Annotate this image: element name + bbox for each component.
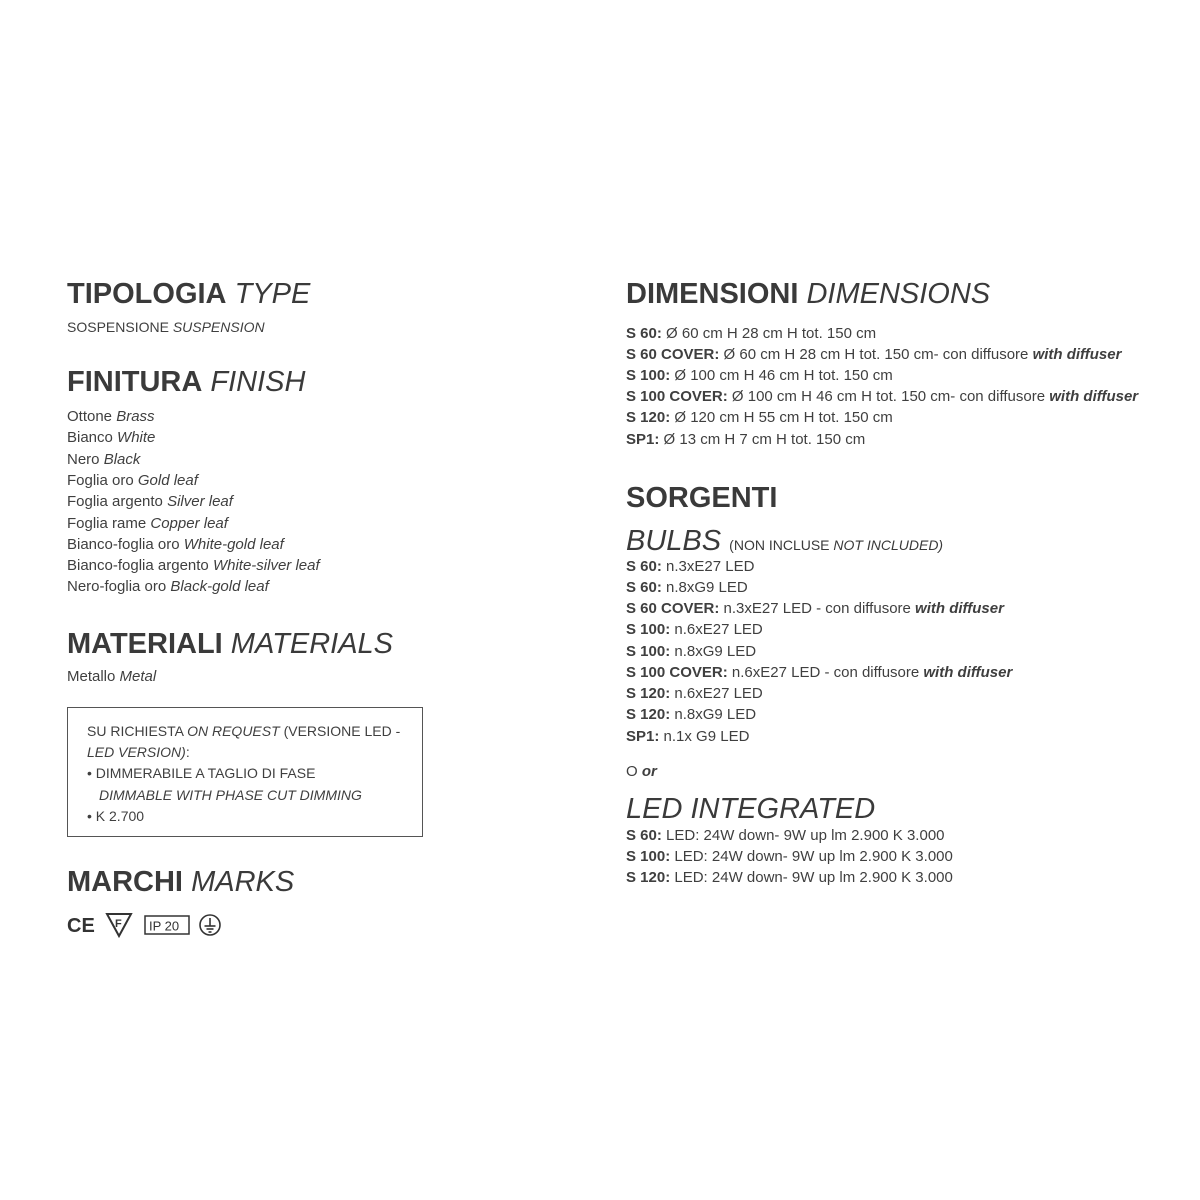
- request-line-1: SU RICHIESTA ON REQUEST (VERSIONE LED -: [87, 723, 401, 739]
- led-heading: [626, 792, 875, 826]
- request-line-2: LED VERSION):: [87, 744, 190, 760]
- type-value-en: SUSPENSION: [172, 319, 265, 335]
- finish-item: Ottone Brass: [67, 408, 155, 425]
- finish-item: Foglia rame Copper leaf: [67, 515, 228, 532]
- bulb-row: S 100 COVER: n.6xE27 LED - con diffusore with diffuser: [626, 664, 1013, 681]
- dimensions-title: DIMENSIONI: [626, 278, 799, 310]
- bulb-row: S 100: n.6xE27 LED: [626, 621, 763, 638]
- bulb-row: S 60: n.3xE27 LED: [626, 558, 755, 575]
- ce-mark-icon: [67, 910, 95, 940]
- dimension-row: S 100 COVER: Ø 100 cm H 46 cm H tot. 150 cm- con diffusore with diffuser: [626, 388, 1139, 405]
- or-separator: O or: [626, 763, 657, 780]
- svg-text:F: F: [115, 918, 122, 930]
- led-row: S 60: LED: 24W down- 9W up lm 2.900 K 3.000: [626, 827, 945, 844]
- type-value: [67, 317, 265, 337]
- finish-item: Foglia argento Silver leaf: [67, 493, 233, 510]
- dimension-row: S 60: Ø 60 cm H 28 cm H tot. 150 cm: [626, 325, 877, 342]
- finish-item: Bianco White: [67, 429, 156, 446]
- finish-item: Bianco-foglia oro White-gold leaf: [67, 536, 284, 553]
- request-bullet-1-en: DIMMABLE WITH PHASE CUT DIMMING: [99, 787, 362, 803]
- materials-value: Metallo Metal: [67, 668, 157, 685]
- led-title: LED INTEGRATED: [626, 793, 876, 825]
- dimension-row: S 100: Ø 100 cm H 46 cm H tot. 150 cm: [626, 367, 893, 384]
- bulb-row: S 100: n.8xG9 LED: [626, 643, 757, 660]
- led-row: S 120: LED: 24W down- 9W up lm 2.900 K 3.000: [626, 869, 953, 886]
- dimensions-heading: [626, 277, 990, 311]
- finish-item: Nero-foglia oro Black-gold leaf: [67, 578, 269, 595]
- f-triangle-icon: [105, 910, 133, 940]
- marks-heading: [67, 865, 294, 899]
- bulb-row: S 60: n.8xG9 LED: [626, 579, 748, 596]
- dimension-row: SP1: Ø 13 cm H 7 cm H tot. 150 cm: [626, 431, 866, 448]
- on-request-box: [67, 707, 423, 837]
- dimensions-title-en: DIMENSIONS: [806, 278, 991, 310]
- marks-title-en: MARKS: [191, 866, 295, 898]
- finish-item: Foglia oro Gold leaf: [67, 472, 198, 489]
- bulb-row: SP1: n.1x G9 LED: [626, 728, 750, 745]
- led-row: S 100: LED: 24W down- 9W up lm 2.900 K 3.000: [626, 848, 953, 865]
- marks-title: MARCHI: [67, 866, 183, 898]
- request-bullet-1: • DIMMERABILE A TAGLIO DI FASE: [87, 765, 316, 781]
- materials-title-en: MATERIALS: [230, 628, 394, 660]
- materials-title: MATERIALI: [67, 628, 223, 660]
- sources-heading: [626, 481, 777, 515]
- sources-title: SORGENTI: [626, 482, 778, 514]
- finish-title-en: FINISH: [210, 366, 306, 398]
- finish-heading: [67, 365, 305, 399]
- bulbs-note: (NON INCLUSE NOT INCLUDED): [729, 537, 944, 553]
- bulbs-title: BULBS: [626, 525, 722, 557]
- type-title: TIPOLOGIA: [67, 278, 227, 310]
- bulb-row: S 120: n.8xG9 LED: [626, 706, 757, 723]
- ground-icon: [198, 910, 224, 940]
- svg-text:CE: CE: [67, 915, 95, 937]
- finish-item: Bianco-foglia argento White-silver leaf: [67, 557, 320, 574]
- dimension-row: S 60 COVER: Ø 60 cm H 28 cm H tot. 150 cm- con diffusore with diffuser: [626, 346, 1122, 363]
- materials-heading: [67, 627, 393, 661]
- svg-text:IP 20: IP 20: [149, 918, 180, 934]
- finish-item: Nero Black: [67, 451, 141, 468]
- dimension-row: S 120: Ø 120 cm H 55 cm H tot. 150 cm: [626, 409, 893, 426]
- type-value-it: SOSPENSIONE: [67, 319, 169, 335]
- ip20-icon: [144, 910, 192, 940]
- request-bullet-2: • K 2.700: [87, 808, 145, 824]
- type-title-en: TYPE: [234, 278, 311, 310]
- finish-title: FINITURA: [67, 366, 203, 398]
- bulb-row: S 120: n.6xE27 LED: [626, 685, 763, 702]
- type-heading: [67, 277, 310, 311]
- bulb-row: S 60 COVER: n.3xE27 LED - con diffusore with diffuser: [626, 600, 1004, 617]
